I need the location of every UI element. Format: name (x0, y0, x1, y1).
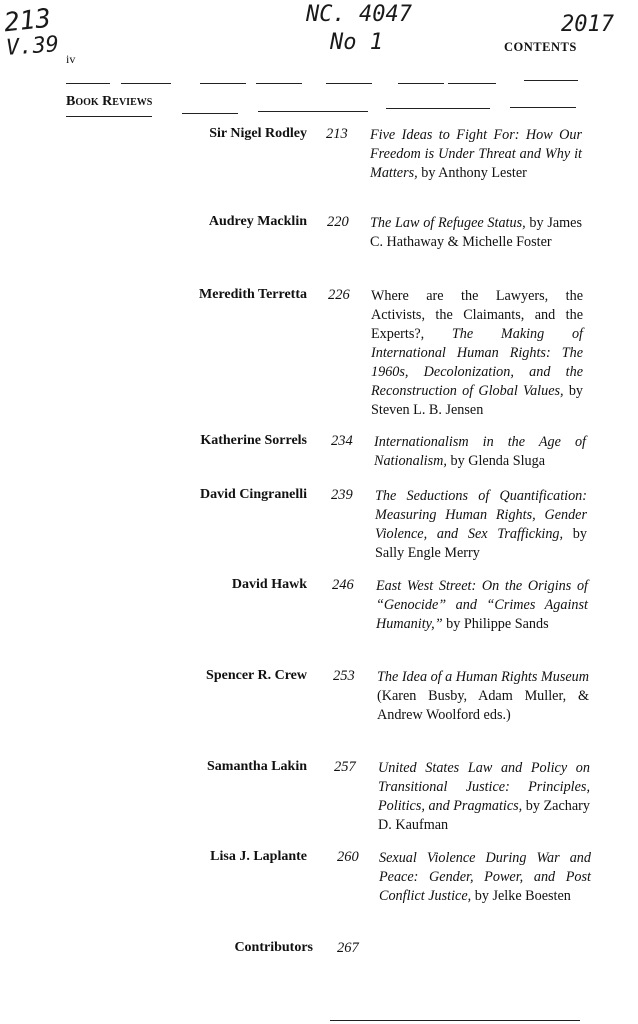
reviewed-title: Sexual Violence During War and Peace: Gender, Power, and Post Conflict Justice, by Jelke Boesten (379, 850, 591, 904)
reviewed-title: Where are the Lawyers, the Activists, the Claimants, and the Experts?, The Making of International Human Rights: The 1960s, Decolonization, and the Reconstruction of Global Values, by Steven L. B. Jensen (371, 288, 583, 418)
contents-heading: CONTENTS (504, 40, 577, 54)
contributors-label: Contributors (234, 940, 313, 955)
reviewer-name: David Hawk (231, 577, 307, 592)
reviewed-title: The Idea of a Human Rights Museum (Karen Busby, Adam Muller, & Andrew Woolford eds.) (377, 669, 590, 723)
handwritten-note-volume-number: V.39 (5, 32, 60, 61)
page-number: 220 (327, 214, 349, 230)
reviewer-name: Samantha Lakin (207, 759, 307, 774)
reviewer-name: David Cingranelli (200, 487, 307, 502)
page-number: 253 (333, 668, 355, 684)
handwritten-note-issue: No 1 (330, 30, 383, 55)
page-number: 246 (332, 577, 354, 593)
reviewer-name: Katherine Sorrels (200, 433, 307, 448)
section-title-book-reviews: Book Reviews (66, 94, 153, 109)
reviewer-name: Audrey Macklin (208, 214, 307, 229)
footer-rule (330, 1020, 580, 1021)
handwritten-note-volume: 213 (2, 3, 53, 39)
reviewed-title: Internationalism in the Age of Nationalism, by Glenda Sluga (374, 434, 586, 469)
reviewed-title: United States Law and Policy on Transitional Justice: Principles, Politics, and Pragmatics, by Zachary D. Kaufman (378, 760, 590, 833)
reviewer-name: Meredith Terretta (199, 287, 307, 302)
page-number: 267 (337, 940, 359, 956)
reviewer-name: Sir Nigel Rodley (209, 126, 307, 141)
reviewed-title: Five Ideas to Fight For: How Our Freedom is Under Threat and Why it Matters, by Anthony Lester (370, 127, 582, 181)
reviewed-title: East West Street: On the Origins of “Genocide” and “Crimes Against Humanity,” by Philippe Sands (376, 578, 588, 632)
page-number: 213 (326, 126, 348, 142)
page-number: 260 (337, 849, 359, 865)
reviewer-name: Spencer R. Crew (206, 668, 307, 683)
page-number: 226 (328, 287, 350, 303)
reviewed-title: The Law of Refugee Status, by James C. Hathaway & Michelle Foster (370, 215, 582, 250)
page-number: 257 (334, 759, 356, 775)
reviewed-title: The Seductions of Quantification: Measuring Human Rights, Gender Violence, and Sex Trafficking, by Sally Engle Merry (375, 488, 587, 561)
reviewer-name: Lisa J. Laplante (210, 849, 307, 864)
page-number: 239 (331, 487, 353, 503)
handwritten-note-call-number: NC. 4047 (306, 2, 412, 27)
roman-page-number: iv (66, 52, 76, 66)
handwritten-note-year: 2017 (561, 12, 614, 37)
page-number: 234 (331, 433, 353, 449)
